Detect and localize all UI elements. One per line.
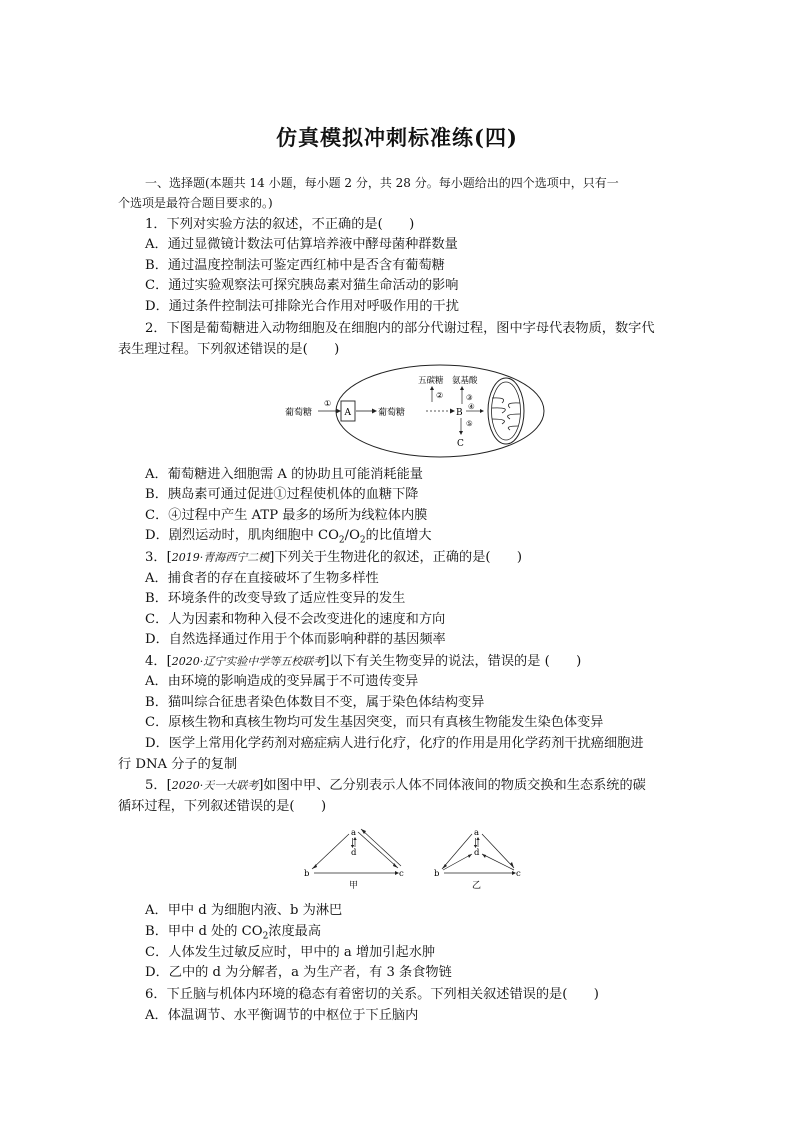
q4-option-b: B．猫叫综合征患者染色体数目不变，属于染色体结构变异 bbox=[145, 695, 485, 710]
q2-label-glucose-inside: 葡萄糖 bbox=[378, 408, 406, 418]
q2-option-d: D．剧烈运动时，肌肉细胞中 $CO_2/O_2$的比值增大 bbox=[145, 528, 432, 546]
q2-option-a: A．葡萄糖进入细胞需 A 的协助且可能消耗能量 bbox=[145, 467, 423, 482]
q2-option-c: C．④过程中产生 ATP 最多的场所为线粒体内膜 bbox=[145, 508, 428, 523]
q2-mitochondrion-shape bbox=[488, 378, 524, 444]
q5-source: 2020·天一大联考 bbox=[171, 779, 259, 792]
q2-label-glucose-outside: 葡萄糖 bbox=[285, 408, 313, 418]
page-title: 仿真模拟冲刺标准练(四) bbox=[276, 125, 518, 150]
section-instruction-line2: 个选项是最符合题目要求的。) bbox=[118, 196, 273, 210]
q2-option-b: B．胰岛素可通过促进①过程使机体的血糖下降 bbox=[145, 487, 419, 502]
q2-label-step1: ① bbox=[324, 399, 332, 408]
q2-stem-line1: 2．下图是葡萄糖进入动物细胞及在细胞内的部分代谢过程，图中字母代表物质，数字代 bbox=[145, 321, 655, 336]
q5-diagram-yi bbox=[430, 826, 530, 892]
q6-stem: 6．下丘脑与机体内环境的稳态有着密切的关系。下列相关叙述错误的是( ) bbox=[145, 987, 599, 1002]
q5-jia-node-b: b bbox=[304, 869, 310, 879]
section-instruction-line1: 一、选择题(本题共 14 小题，每小题 2 分，共 28 分。每小题给出的四个选项中，只有一 bbox=[145, 176, 619, 190]
q5-option-a: A．甲中 d 为细胞内液、b 为淋巴 bbox=[145, 903, 343, 918]
q1-option-d: D．通过条件控制法可排除光合作用对呼吸作用的干扰 bbox=[145, 299, 459, 314]
q1-option-b: B．通过温度控制法可鉴定西红柿中是否含有葡萄糖 bbox=[145, 258, 445, 273]
q5-jia-label: 甲 bbox=[349, 881, 359, 891]
q2-label-step5: ⑤ bbox=[466, 419, 473, 428]
q5-stem-line1: 5．[2020·天一大联考]如图中甲、乙分别表示人体不同体液间的物质交换和生态系统的碳 bbox=[145, 778, 646, 793]
q5-option-b: B．甲中 d 处的 $CO_2$浓度最高 bbox=[145, 924, 322, 942]
q3-stem: 3．[2019·青海西宁二模]下列关于生物进化的叙述，正确的是( ) bbox=[145, 550, 523, 565]
q1-option-c: C．通过实验观察法可探究胰岛素对猫生命活动的影响 bbox=[145, 278, 459, 293]
q4-option-d-line2: 行 DNA 分子的复制 bbox=[118, 757, 238, 772]
q3-option-c: C．人为因素和物种入侵不会改变进化的速度和方向 bbox=[145, 612, 446, 627]
q5-option-c: C．人体发生过敏反应时，甲中的 a 增加引起水肿 bbox=[145, 945, 436, 960]
q5-yi-node-a: a bbox=[474, 828, 480, 838]
q5-jia-node-a: a bbox=[351, 828, 357, 838]
q5-yi-node-b: b bbox=[434, 869, 440, 879]
q2-metabolism-diagram bbox=[280, 362, 550, 460]
q2-label-step4: ④ bbox=[468, 402, 475, 411]
q5-jia-node-d: d bbox=[351, 848, 357, 858]
q1-stem: 1．下列对实验方法的叙述，不正确的是( ) bbox=[145, 217, 415, 232]
q4-option-c: C．原核生物和真核生物均可发生基因突变，而只有真核生物能发生染色体变异 bbox=[145, 715, 604, 730]
q3-option-d: D．自然选择通过作用于个体而影响种群的基因频率 bbox=[145, 632, 446, 647]
q2-label-step3: ③ bbox=[466, 393, 473, 402]
q5-option-d: D．乙中的 d 为分解者，a 为生产者，有 3 条食物链 bbox=[145, 965, 452, 980]
q3-source: 2019·青海西宁二模 bbox=[171, 551, 270, 564]
q4-stem: 4．[2020·辽宁实验中学等五校联考]以下有关生物变异的说法，错误的是 ( ) bbox=[145, 654, 582, 669]
q2-label-five-carbon-sugar: 五碳糖 bbox=[418, 376, 444, 386]
q5-stem-line2: 循环过程，下列叙述错误的是( ) bbox=[118, 799, 327, 814]
q5-jia-node-c: c bbox=[399, 869, 404, 879]
q3-option-a: A．捕食者的存在直接破坏了生物多样性 bbox=[145, 571, 379, 586]
q2-label-step2: ② bbox=[436, 391, 444, 400]
q5-diagram-jia bbox=[300, 826, 410, 892]
q1-option-a: A．通过显微镜计数法可估算培养液中酵母菌种群数量 bbox=[145, 237, 458, 252]
q2-label-amino-acid: 氨基酸 bbox=[452, 376, 478, 386]
q4-option-d-line1: D．医学上常用化学药剂对癌症病人进行化疗，化疗的作用是用化学药剂干扰癌细胞进 bbox=[145, 736, 644, 751]
q3-option-b: B．环境条件的改变导致了适应性变异的发生 bbox=[145, 591, 406, 606]
q4-option-a: A．由环境的影响造成的变异属于不可遗传变异 bbox=[145, 674, 419, 689]
q2-label-b: B bbox=[456, 408, 463, 418]
q2-label-a: A bbox=[344, 408, 351, 418]
q4-source: 2020·辽宁实验中学等五校联考 bbox=[171, 655, 325, 668]
q6-option-a: A．体温调节、水平衡调节的中枢位于下丘脑内 bbox=[145, 1008, 419, 1023]
q5-yi-label: 乙 bbox=[472, 881, 482, 891]
q2-label-c: C bbox=[457, 439, 464, 449]
q5-yi-node-d: d bbox=[474, 848, 480, 858]
q2-stem-line2: 表生理过程。下列叙述错误的是( ) bbox=[118, 342, 340, 357]
q5-yi-node-c: c bbox=[516, 869, 521, 879]
